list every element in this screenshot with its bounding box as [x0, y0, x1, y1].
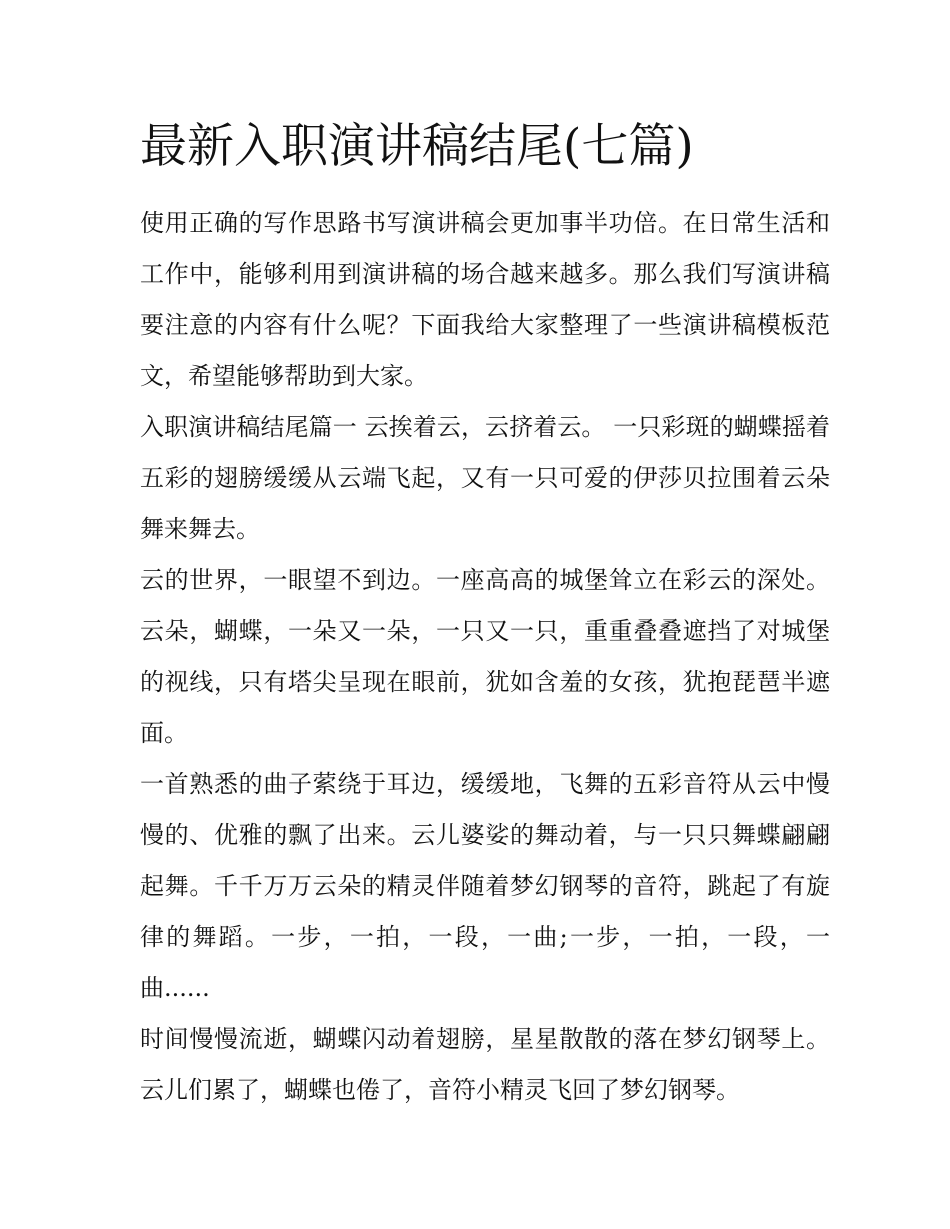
document-title: 最新入职演讲稿结尾(七篇) — [140, 119, 694, 174]
paragraph-4: 时间慢慢流逝，蝴蝶闪动着翅膀，星星散散的落在梦幻钢琴上。云儿们累了，蝴蝶也倦了，音符小精灵飞回了梦幻钢琴。 — [140, 1025, 830, 1104]
document-body — [140, 198, 830, 1116]
paragraph-2: 云的世界，一眼望不到边。一座高高的城堡耸立在彩云的深处。云朵，蝴蝶，一朵又一朵，一只又一只，重重叠叠遮挡了对城堡的视线，只有塔尖呈现在眼前，犹如含羞的女孩，犹抱琵琶半遮面。 — [140, 566, 830, 747]
paragraph-1: 入职演讲稿结尾篇一 云挨着云，云挤着云。 一只彩斑的蝴蝶摇着五彩的翅膀缓缓从云端飞起，又有一只可爱的伊莎贝拉围着云朵舞来舞去。 — [140, 413, 830, 543]
paragraph-intro: 使用正确的写作思路书写演讲稿会更加事半功倍。在日常生活和工作中，能够利用到演讲稿的场合越来越多。那么我们写演讲稿要注意的内容有什么呢？下面我给大家整理了一些演讲稿模板范文，希望能够帮助到大家。 — [140, 209, 830, 390]
paragraph-3: 一首熟悉的曲子萦绕于耳边，缓缓地，飞舞的五彩音符从云中慢慢的、优雅的飘了出来。云儿婆娑的舞动着，与一只只舞蝶翩翩起舞。千千万万云朵的精灵伴随着梦幻钢琴的音符，跳起了有旋律的舞蹈。一步，一拍，一段，一曲;一步，一拍，一段，一曲...... — [140, 770, 830, 1002]
